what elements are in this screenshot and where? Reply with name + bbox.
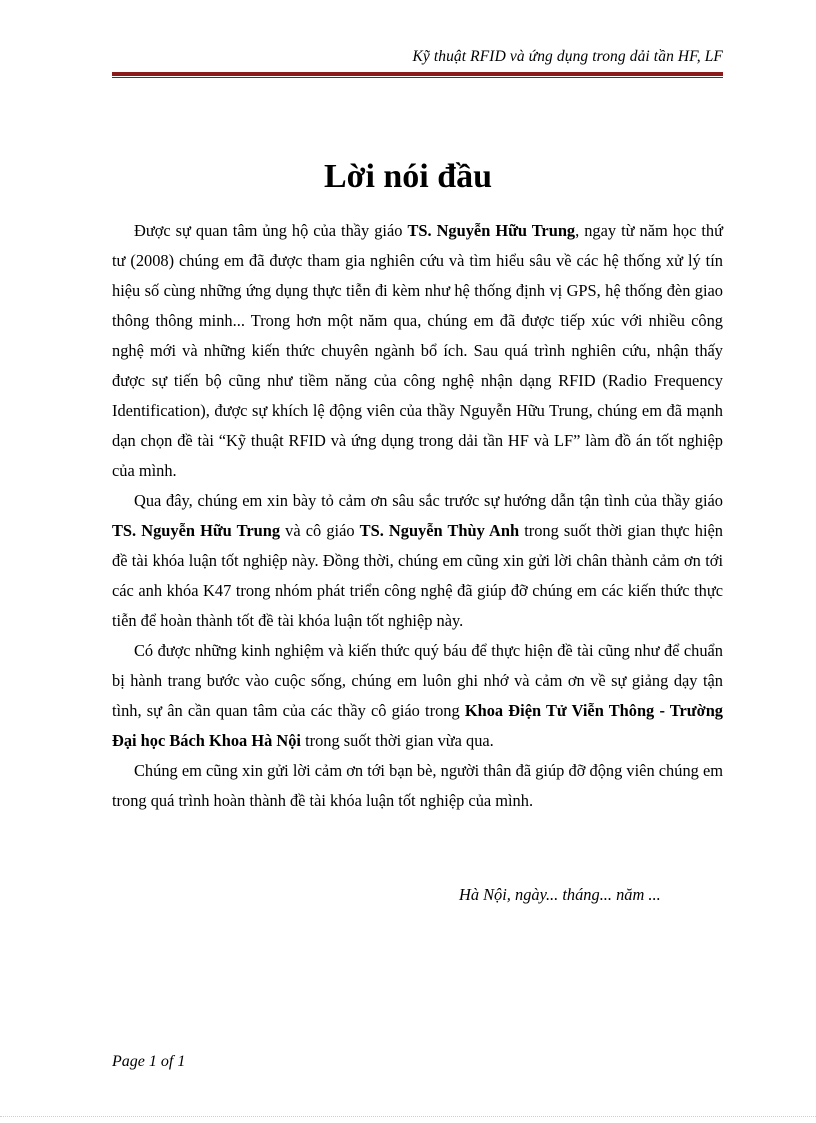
signature-date-line: Hà Nội, ngày... tháng... năm ... [459,885,661,904]
page-bottom-edge [0,1116,816,1117]
p3-faculty-name: Khoa Điện Tử Viễn Thông - Trường Đại học Bách Khoa Hà Nội [112,701,724,750]
paragraph-3 [112,636,723,756]
body-text [112,216,723,816]
page-footer: Page 1 of 1 [112,1053,186,1070]
p2-text-e: trong suốt thời gian thực hiện đề tài khóa luận tốt nghiệp này. Đồng thời, chúng em cũng xin gửi lời chân thành cảm ơn tới các anh khóa K47 trong nhóm phát triển công nghệ đã giúp đỡ chúng em các kiến thức thực tiễn để hoàn thành tốt đề tài khóa luận tốt nghiệp này. [112,521,723,630]
header-rule [112,72,723,78]
p1-text-a: Được sự quan tâm ủng hộ của thầy giáo [134,221,408,240]
p1-advisor-name: TS. Nguyễn Hữu Trung [407,221,576,240]
page-title: Lời nói đầu [323,158,493,195]
p3-text-c: trong suốt thời gian vừa qua. [300,731,494,750]
p1-text-c: , ngay từ năm học thứ tư (2008) chúng em đã được tham gia nghiên cứu và tìm hiểu sâu về các hệ thống xử lý tín hiệu số cùng những ứng dụng thực tiễn đi kèm như hệ thống định vị GPS, hệ thống đèn giao thông thông minh... Trong hơn một năm qua, chúng em đã được tiếp xúc với nhiều công nghệ mới và những kiến thức chuyên ngành bổ ích. Sau quá trình nghiên cứu, nhận thấy được sự tiến bộ cũng như tiềm năng của công nghệ nhận dạng RFID (Radio Frequency Identification), được sự khích lệ động viên của thầy Nguyễn Hữu Trung, chúng em đã mạnh dạn chọn đề tài “Kỹ thuật RFID và ứng dụng trong dải tần HF và LF” làm đồ án tốt nghiệp của mình. [112,221,724,480]
p2-advisor-name: TS. Nguyễn Hữu Trung [112,521,281,540]
p2-text-c: và cô giáo [280,521,360,540]
p2-text-a: Qua đây, chúng em xin bày tỏ cảm ơn sâu sắc trước sự hướng dẫn tận tình của thầy giáo [134,491,723,510]
p4-text-a: Chúng em cũng xin gửi lời cảm ơn tới bạn bè, người thân đã giúp đỡ động viên chúng em trong quá trình hoàn thành đề tài khóa luận tốt nghiệp của mình. [112,761,723,810]
paragraph-2 [112,486,723,636]
paragraph-1 [112,216,723,486]
p3-text-a: Có được những kinh nghiệm và kiến thức quý báu để thực hiện đề tài cũng như để chuẩn bị hành trang bước vào cuộc sống, chúng em luôn ghi nhớ và cảm ơn về sự giảng dạy tận tình, sự ân cần quan tâm của các thầy cô giáo trong [112,641,723,720]
p2-coadvisor-name: TS. Nguyễn Thùy Anh [359,521,520,540]
paragraph-4 [112,756,723,816]
running-header: Kỹ thuật RFID và ứng dụng trong dải tần HF, LF [412,48,723,65]
